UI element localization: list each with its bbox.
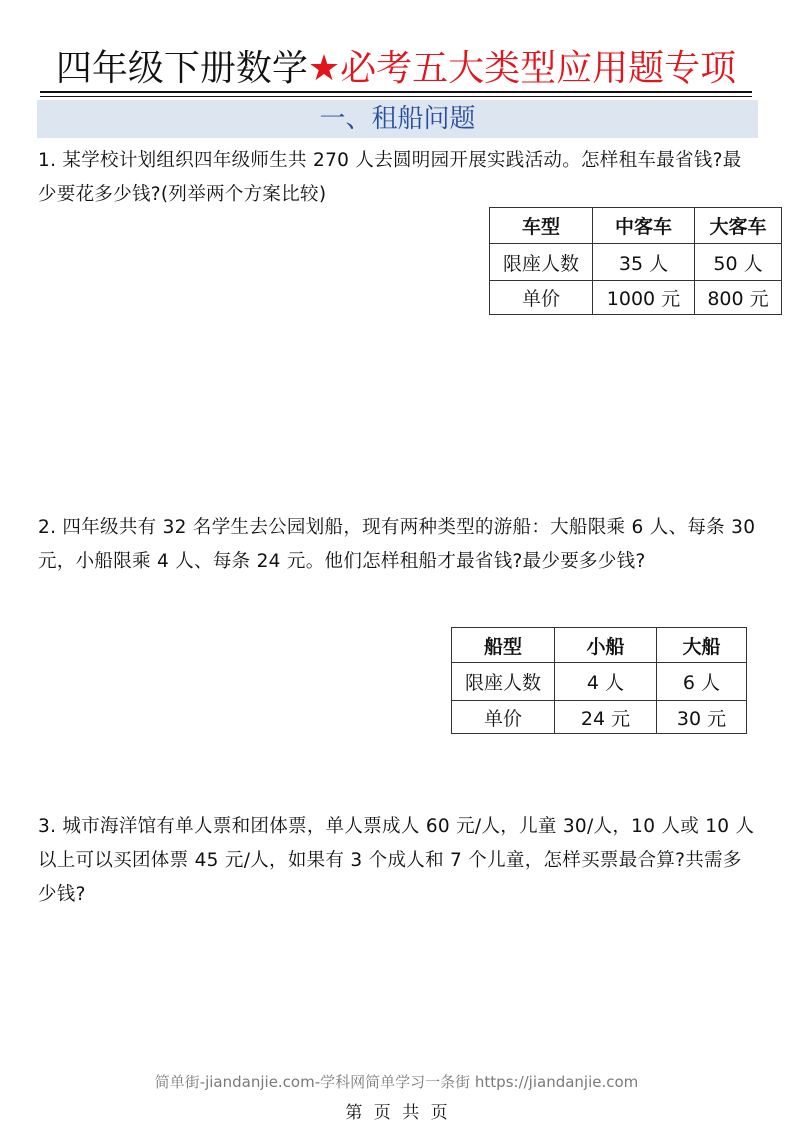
table-cell: 中客车 <box>593 208 695 244</box>
table-row <box>490 281 782 315</box>
table-cell: 船型 <box>452 628 555 663</box>
table-cell: 4 人 <box>555 663 657 701</box>
question-3-text: 3. 城市海洋馆有单人票和团体票，单人票成人 60 元/人，儿童 30/人，10 人或 10 人以上可以买团体票 45 元/人，如果有 3 个成人和 7 个儿童，怎样买票最合算?共需多少钱? <box>38 816 755 905</box>
footer-page-number: 第 页 共 页 <box>345 1103 448 1123</box>
table-cell: 大客车 <box>695 208 782 244</box>
question-1-text: 1. 某学校计划组织四年级师生共 270 人去圆明园开展实践活动。怎样租车最省钱?最少要花多少钱?(列举两个方案比较) <box>38 150 742 205</box>
table-row <box>490 208 782 244</box>
question-2-table <box>451 627 747 734</box>
section-heading: 一、租船问题 <box>37 100 758 138</box>
question-1-table <box>489 207 782 315</box>
table-cell: 35 人 <box>593 244 695 281</box>
table-cell: 1000 元 <box>593 281 695 315</box>
title-underline-thick <box>40 91 752 93</box>
table-cell: 单价 <box>490 281 593 315</box>
page-title <box>40 44 752 94</box>
table-cell: 单价 <box>452 701 555 734</box>
table-row <box>490 244 782 281</box>
title-main: 四年级下册数学 <box>55 48 308 89</box>
footer-site-link[interactable]: 简单街-jiandanjie.com-学科网简单学习一条街 https://jiandanjie.com <box>154 1073 639 1091</box>
title-underline-thin <box>40 96 752 97</box>
table-cell: 车型 <box>490 208 593 244</box>
table-row <box>452 701 747 734</box>
table-cell: 6 人 <box>657 663 747 701</box>
question-2-text: 2. 四年级共有 32 名学生去公园划船，现有两种类型的游船：大船限乘 6 人、每条 30 元，小船限乘 4 人、每条 24 元。他们怎样租船才最省钱?最少要多少钱? <box>38 517 756 572</box>
table-cell: 大船 <box>657 628 747 663</box>
table-row <box>452 663 747 701</box>
table-cell: 30 元 <box>657 701 747 734</box>
title-highlight: 必考五大类型应用题专项 <box>340 48 737 89</box>
star-icon: ★ <box>307 48 341 89</box>
table-cell: 限座人数 <box>452 663 555 701</box>
table-cell: 800 元 <box>695 281 782 315</box>
table-cell: 50 人 <box>695 244 782 281</box>
table-cell: 小船 <box>555 628 657 663</box>
table-row <box>452 628 747 663</box>
table-cell: 24 元 <box>555 701 657 734</box>
table-cell: 限座人数 <box>490 244 593 281</box>
